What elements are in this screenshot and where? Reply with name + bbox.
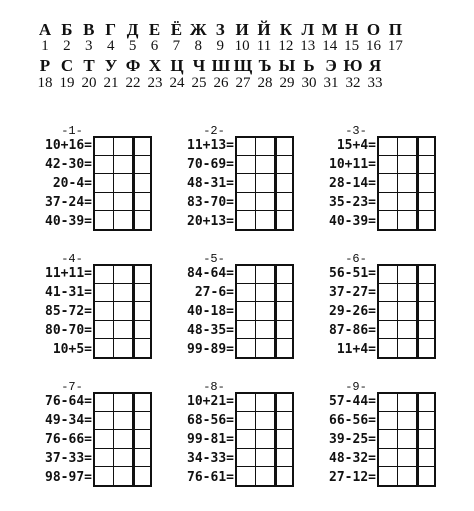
answer-cell[interactable] <box>256 467 275 485</box>
expression: 85-72= <box>45 304 92 319</box>
answer-cell[interactable] <box>114 302 133 320</box>
expression: 40-18= <box>187 304 234 319</box>
answer-cell[interactable] <box>133 339 150 357</box>
answer-cell[interactable] <box>379 138 398 156</box>
answer-cell[interactable] <box>95 266 114 284</box>
alphabet-number: 13 <box>300 38 316 54</box>
expression: 99-81= <box>187 432 234 447</box>
answer-cell[interactable] <box>114 284 133 302</box>
answer-cell[interactable] <box>133 412 150 430</box>
answer-cell[interactable] <box>398 339 417 357</box>
alphabet-letter: Л <box>301 20 315 39</box>
exercise-title: -1- <box>61 124 83 138</box>
answer-cell[interactable] <box>237 321 256 339</box>
alphabet-number: 33 <box>367 75 383 91</box>
answer-cell[interactable] <box>256 412 275 430</box>
answer-cell[interactable] <box>133 138 150 156</box>
exercise-block <box>22 124 167 239</box>
answer-cell[interactable] <box>275 284 292 302</box>
answer-cell[interactable] <box>95 174 114 192</box>
answer-cell[interactable] <box>256 156 275 174</box>
alphabet-number: 12 <box>278 38 294 54</box>
answer-cell[interactable] <box>275 412 292 430</box>
answer-cell[interactable] <box>133 302 150 320</box>
answer-cell[interactable] <box>256 284 275 302</box>
expression: 20-4= <box>52 176 92 191</box>
alphabet-number: 5 <box>128 38 137 54</box>
answer-cell[interactable] <box>237 412 256 430</box>
alphabet-number: 19 <box>59 75 75 91</box>
answer-cell[interactable] <box>275 156 292 174</box>
answer-grid <box>235 136 294 231</box>
expression: 40-39= <box>329 214 376 229</box>
answer-cell[interactable] <box>275 193 292 211</box>
alphabet-number: 15 <box>344 38 360 54</box>
answer-cell[interactable] <box>114 430 133 448</box>
answer-cell[interactable] <box>95 430 114 448</box>
answer-cell[interactable] <box>275 174 292 192</box>
answer-cell[interactable] <box>417 284 434 302</box>
alphabet-letter: В <box>83 20 95 39</box>
expression: 27-6= <box>194 285 234 300</box>
alphabet-letter: П <box>388 20 402 39</box>
alphabet-letter: Ь <box>303 56 315 75</box>
answer-cell[interactable] <box>114 193 133 211</box>
answer-cell[interactable] <box>275 138 292 156</box>
answer-cell[interactable] <box>275 449 292 467</box>
expression: 87-86= <box>329 323 376 338</box>
expression: 40-39= <box>45 214 92 229</box>
answer-cell[interactable] <box>256 302 275 320</box>
alphabet-letter: Ф <box>125 56 141 75</box>
answer-cell[interactable] <box>133 467 150 485</box>
expression: 70-69= <box>187 157 234 172</box>
answer-cell[interactable] <box>237 449 256 467</box>
alphabet-number: 21 <box>103 75 119 91</box>
answer-cell[interactable] <box>417 467 434 485</box>
alphabet-number: 8 <box>194 38 203 54</box>
expression: 35-23= <box>329 195 376 210</box>
expression: 11+4= <box>336 342 376 357</box>
alphabet-letter: Н <box>344 20 359 39</box>
answer-cell[interactable] <box>114 211 133 229</box>
expression: 10+11= <box>329 157 376 172</box>
answer-cell[interactable] <box>398 266 417 284</box>
answer-cell[interactable] <box>114 412 133 430</box>
alphabet-number: 16 <box>366 38 381 54</box>
answer-cell[interactable] <box>275 339 292 357</box>
answer-cell[interactable] <box>256 211 275 229</box>
exercise-block <box>164 124 309 239</box>
answer-cell[interactable] <box>95 339 114 357</box>
answer-grid <box>377 136 436 231</box>
answer-cell[interactable] <box>275 321 292 339</box>
answer-cell[interactable] <box>95 211 114 229</box>
answer-cell[interactable] <box>237 156 256 174</box>
expression: 37-33= <box>45 451 92 466</box>
alphabet-number: 4 <box>106 38 115 54</box>
answer-cell[interactable] <box>417 449 434 467</box>
answer-cell[interactable] <box>417 266 434 284</box>
answer-cell[interactable] <box>95 467 114 485</box>
alphabet-number: 6 <box>150 38 159 54</box>
exercise-title: -4- <box>61 252 83 266</box>
expression: 37-27= <box>329 285 376 300</box>
answer-grid <box>93 264 152 359</box>
expression: 28-14= <box>329 176 376 191</box>
answer-cell[interactable] <box>133 174 150 192</box>
alphabet-number: 14 <box>322 38 338 54</box>
answer-cell[interactable] <box>95 321 114 339</box>
exercise-title: -2- <box>203 124 225 138</box>
alphabet-number: 31 <box>323 75 339 91</box>
answer-cell[interactable] <box>417 412 434 430</box>
answer-cell[interactable] <box>114 467 133 485</box>
answer-cell[interactable] <box>379 449 398 467</box>
answer-cell[interactable] <box>275 266 292 284</box>
answer-cell[interactable] <box>379 193 398 211</box>
answer-cell[interactable] <box>133 430 150 448</box>
expression: 76-61= <box>187 470 234 485</box>
answer-cell[interactable] <box>379 394 398 412</box>
alphabet-letter: Э <box>325 56 337 75</box>
expression: 68-56= <box>187 413 234 428</box>
expression: 10+16= <box>45 138 92 153</box>
answer-cell[interactable] <box>95 284 114 302</box>
answer-cell[interactable] <box>275 394 292 412</box>
answer-cell[interactable] <box>275 430 292 448</box>
answer-cell[interactable] <box>398 412 417 430</box>
answer-cell[interactable] <box>114 339 133 357</box>
alphabet-letter: Ц <box>170 56 184 75</box>
alphabet-number: 9 <box>216 38 224 54</box>
answer-cell[interactable] <box>256 266 275 284</box>
answer-cell[interactable] <box>114 394 133 412</box>
answer-cell[interactable] <box>237 467 256 485</box>
alphabet-letter: М <box>321 20 338 39</box>
exercise-title: -6- <box>345 252 367 266</box>
alphabet-letter: Ё <box>170 20 183 39</box>
expression: 11+13= <box>187 138 234 153</box>
answer-grid <box>235 264 294 359</box>
alphabet-row-2-letters <box>0 56 474 76</box>
alphabet-number: 24 <box>169 75 185 91</box>
alphabet-number: 17 <box>387 38 403 54</box>
answer-cell[interactable] <box>114 138 133 156</box>
answer-cell[interactable] <box>417 211 434 229</box>
answer-cell[interactable] <box>417 321 434 339</box>
alphabet-number: 25 <box>191 75 207 91</box>
alphabet-number: 27 <box>235 75 251 91</box>
answer-cell[interactable] <box>398 394 417 412</box>
alphabet-number: 23 <box>147 75 163 91</box>
answer-cell[interactable] <box>379 266 398 284</box>
alphabet-letter: К <box>279 20 293 39</box>
answer-cell[interactable] <box>133 321 150 339</box>
answer-cell[interactable] <box>398 156 417 174</box>
alphabet-number: 7 <box>172 38 181 54</box>
answer-cell[interactable] <box>417 174 434 192</box>
answer-cell[interactable] <box>417 302 434 320</box>
answer-cell[interactable] <box>398 430 417 448</box>
expression: 34-33= <box>187 451 234 466</box>
expression: 42-30= <box>45 157 92 172</box>
alphabet-number: 3 <box>85 38 93 54</box>
expression: 15+4= <box>336 138 376 153</box>
exercise-block <box>306 380 451 495</box>
alphabet-number: 32 <box>345 75 361 91</box>
answer-cell[interactable] <box>256 193 275 211</box>
answer-cell[interactable] <box>237 284 256 302</box>
alphabet-number: 29 <box>279 75 295 91</box>
answer-cell[interactable] <box>237 266 256 284</box>
answer-cell[interactable] <box>398 321 417 339</box>
exercise-block <box>306 124 451 239</box>
answer-cell[interactable] <box>379 430 398 448</box>
expression: 10+21= <box>187 394 234 409</box>
answer-cell[interactable] <box>398 211 417 229</box>
alphabet-letter: Ч <box>192 56 206 75</box>
exercise-block <box>22 380 167 495</box>
answer-cell[interactable] <box>398 138 417 156</box>
alphabet-letter: У <box>104 56 118 75</box>
exercise-block <box>164 380 309 495</box>
alphabet-number: 30 <box>301 75 317 91</box>
answer-cell[interactable] <box>398 174 417 192</box>
answer-grid <box>235 392 294 487</box>
answer-cell[interactable] <box>379 284 398 302</box>
answer-cell[interactable] <box>133 284 150 302</box>
alphabet-letter: А <box>38 20 52 39</box>
answer-cell[interactable] <box>237 302 256 320</box>
answer-cell[interactable] <box>398 449 417 467</box>
answer-cell[interactable] <box>417 193 434 211</box>
answer-cell[interactable] <box>114 156 133 174</box>
exercise-title: -7- <box>61 380 83 394</box>
exercise-block <box>306 252 451 367</box>
answer-cell[interactable] <box>95 193 114 211</box>
answer-cell[interactable] <box>275 211 292 229</box>
alphabet-letter: Ы <box>278 56 296 75</box>
alphabet-number: 22 <box>125 75 141 91</box>
expression: 56-51= <box>329 266 376 281</box>
alphabet-letter: О <box>366 20 381 39</box>
answer-cell[interactable] <box>237 339 256 357</box>
answer-cell[interactable] <box>95 302 114 320</box>
alphabet-letter: Щ <box>233 56 253 75</box>
expression: 80-70= <box>45 323 92 338</box>
expression: 27-12= <box>329 470 376 485</box>
answer-cell[interactable] <box>398 284 417 302</box>
alphabet-letter: Г <box>105 20 117 39</box>
answer-cell[interactable] <box>379 302 398 320</box>
expression: 20+13= <box>187 214 234 229</box>
expression: 41-31= <box>45 285 92 300</box>
answer-grid <box>93 392 152 487</box>
expression: 49-34= <box>45 413 92 428</box>
answer-cell[interactable] <box>133 266 150 284</box>
answer-cell[interactable] <box>133 449 150 467</box>
answer-cell[interactable] <box>95 156 114 174</box>
alphabet-number: 2 <box>63 38 71 54</box>
answer-grid <box>377 392 436 487</box>
answer-cell[interactable] <box>95 412 114 430</box>
expression: 98-97= <box>45 470 92 485</box>
alphabet-letter: Е <box>148 20 161 39</box>
expression: 11+11= <box>45 266 92 281</box>
answer-cell[interactable] <box>114 449 133 467</box>
alphabet-number: 10 <box>234 38 250 54</box>
answer-cell[interactable] <box>256 339 275 357</box>
answer-cell[interactable] <box>237 430 256 448</box>
expression: 99-89= <box>187 342 234 357</box>
expression: 48-35= <box>187 323 234 338</box>
answer-cell[interactable] <box>275 302 292 320</box>
answer-cell[interactable] <box>417 156 434 174</box>
answer-cell[interactable] <box>237 394 256 412</box>
alphabet-letter: Х <box>148 56 162 75</box>
answer-cell[interactable] <box>379 339 398 357</box>
answer-grid <box>93 136 152 231</box>
alphabet-letter: Ш <box>211 56 231 75</box>
answer-cell[interactable] <box>398 467 417 485</box>
alphabet-letter: Д <box>126 20 139 39</box>
answer-cell[interactable] <box>417 394 434 412</box>
answer-cell[interactable] <box>237 138 256 156</box>
alphabet-number: 18 <box>37 75 53 91</box>
alphabet-letter: Ж <box>189 20 207 39</box>
answer-cell[interactable] <box>256 394 275 412</box>
answer-cell[interactable] <box>379 467 398 485</box>
expression: 57-44= <box>329 394 376 409</box>
expression: 83-70= <box>187 195 234 210</box>
answer-cell[interactable] <box>133 394 150 412</box>
answer-cell[interactable] <box>256 321 275 339</box>
answer-grid <box>377 264 436 359</box>
answer-cell[interactable] <box>114 174 133 192</box>
answer-cell[interactable] <box>95 394 114 412</box>
alphabet-letter: С <box>60 56 74 75</box>
expression: 48-31= <box>187 176 234 191</box>
answer-cell[interactable] <box>417 138 434 156</box>
expression: 76-66= <box>45 432 92 447</box>
alphabet-letter: Р <box>39 56 51 75</box>
answer-cell[interactable] <box>133 156 150 174</box>
exercise-title: -9- <box>345 380 367 394</box>
answer-cell[interactable] <box>95 449 114 467</box>
alphabet-number: 26 <box>213 75 229 91</box>
alphabet-row-1-letters <box>0 20 474 40</box>
alphabet-number: 28 <box>257 75 273 91</box>
expression: 48-32= <box>329 451 376 466</box>
expression: 37-24= <box>45 195 92 210</box>
expression: 76-64= <box>45 394 92 409</box>
alphabet-number: 1 <box>41 38 49 54</box>
alphabet-letter: Ю <box>343 56 363 75</box>
alphabet-letter: З <box>215 20 225 39</box>
expression: 39-25= <box>329 432 376 447</box>
alphabet-letter: Б <box>61 20 73 39</box>
answer-cell[interactable] <box>398 302 417 320</box>
alphabet-letter: Ъ <box>258 56 272 75</box>
answer-cell[interactable] <box>417 339 434 357</box>
alphabet-letter: И <box>235 20 249 39</box>
exercise-block <box>164 252 309 367</box>
answer-cell[interactable] <box>237 174 256 192</box>
answer-cell[interactable] <box>379 211 398 229</box>
answer-cell[interactable] <box>95 138 114 156</box>
answer-cell[interactable] <box>379 412 398 430</box>
answer-cell[interactable] <box>379 174 398 192</box>
answer-cell[interactable] <box>417 430 434 448</box>
exercise-title: -5- <box>203 252 225 266</box>
answer-cell[interactable] <box>133 211 150 229</box>
answer-cell[interactable] <box>275 467 292 485</box>
expression: 29-26= <box>329 304 376 319</box>
answer-cell[interactable] <box>379 156 398 174</box>
expression: 84-64= <box>187 266 234 281</box>
answer-cell[interactable] <box>256 449 275 467</box>
answer-cell[interactable] <box>114 266 133 284</box>
alphabet-row-2-numbers <box>0 75 474 95</box>
alphabet-number: 11 <box>256 38 272 54</box>
answer-cell[interactable] <box>256 174 275 192</box>
alphabet-letter: Т <box>83 56 95 75</box>
answer-cell[interactable] <box>379 321 398 339</box>
answer-cell[interactable] <box>114 321 133 339</box>
exercise-block <box>22 252 167 367</box>
expression: 66-56= <box>329 413 376 428</box>
answer-cell[interactable] <box>133 193 150 211</box>
answer-cell[interactable] <box>237 211 256 229</box>
answer-cell[interactable] <box>237 193 256 211</box>
alphabet-letter: Й <box>257 20 271 39</box>
exercise-title: -8- <box>203 380 225 394</box>
answer-cell[interactable] <box>398 193 417 211</box>
expression: 10+5= <box>52 342 92 357</box>
alphabet-letter: Я <box>368 56 382 75</box>
exercise-title: -3- <box>345 124 367 138</box>
alphabet-number: 20 <box>81 75 97 91</box>
alphabet-row-1-numbers <box>0 38 474 58</box>
answer-cell[interactable] <box>256 138 275 156</box>
answer-cell[interactable] <box>256 430 275 448</box>
